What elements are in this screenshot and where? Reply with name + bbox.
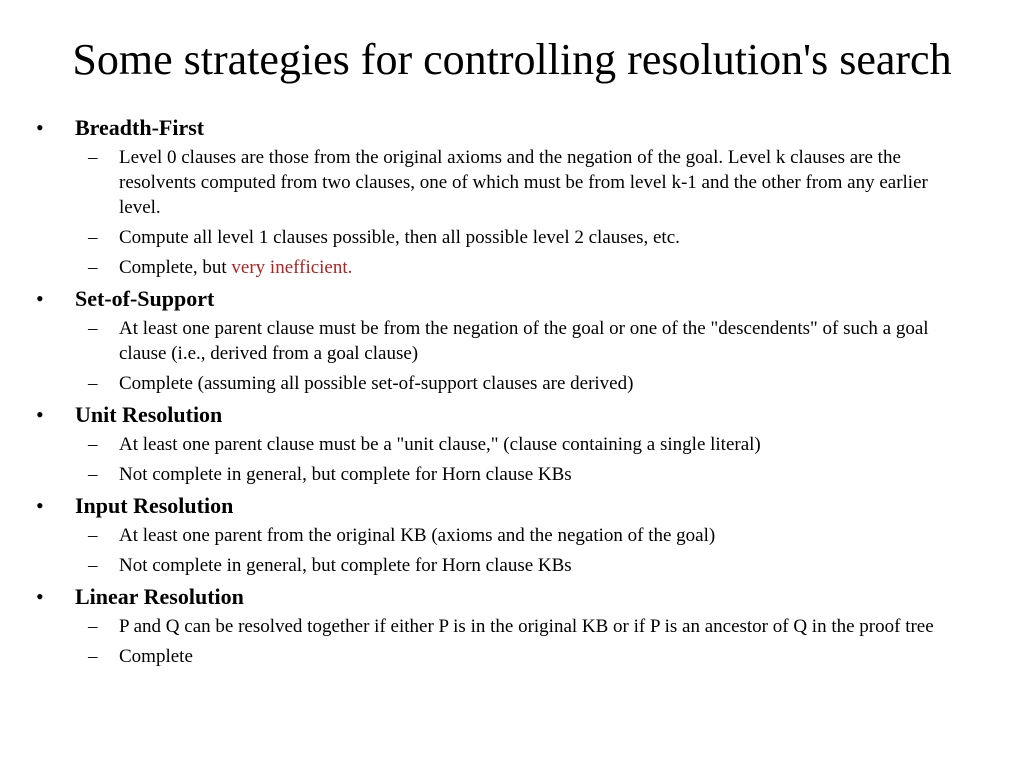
item-text: Compute all level 1 clauses possible, then all possible level 2 clauses, etc. (119, 227, 680, 248)
item-text: Complete (assuming all possible set-of-support clauses are derived) (119, 373, 634, 394)
page-title: Some strategies for controlling resolution's search (72, 35, 952, 84)
item-text-highlight: very inefficient. (231, 257, 353, 278)
section-heading: Set-of-Support (75, 286, 215, 311)
sub-list (0, 316, 1024, 396)
dash-marker: – (88, 616, 98, 637)
list-item (0, 225, 1024, 250)
bullet-marker: • (36, 493, 44, 518)
list-item (0, 644, 1024, 669)
bullet-marker: • (36, 115, 44, 140)
section-input-resolution (0, 492, 1024, 578)
list-item (0, 371, 1024, 396)
dash-marker: – (88, 318, 98, 339)
list-item (0, 614, 1024, 639)
dash-marker: – (88, 555, 98, 576)
dash-marker: – (88, 525, 98, 546)
bullet-marker: • (36, 402, 44, 427)
dash-marker: – (88, 464, 98, 485)
section-breadth-first (0, 114, 1024, 280)
item-text: At least one parent from the original KB (axioms and the negation of the goal) (119, 525, 716, 546)
section-linear-resolution (0, 583, 1024, 669)
list-item (0, 462, 1024, 487)
item-text: At least one parent clause must be a "unit clause," (clause containing a single literal) (119, 434, 761, 455)
item-text: Not complete in general, but complete for Horn clause KBs (119, 555, 572, 576)
section-heading: Unit Resolution (75, 402, 223, 427)
item-text: P and Q can be resolved together if either P is in the original KB or if P is an ancestor of Q in the proof tree (119, 616, 934, 637)
dash-marker: – (88, 373, 98, 394)
sub-list (0, 432, 1024, 487)
item-text: Level 0 clauses are those from the original axioms and the negation of the goal. Level k clauses are the resolvents computed from two clauses, one of which must be from level k-1 and the other from any earlier level. (119, 147, 928, 218)
dash-marker: – (88, 646, 98, 667)
item-text: Not complete in general, but complete for Horn clause KBs (119, 464, 572, 485)
list-item (0, 432, 1024, 457)
list-item (0, 145, 1024, 220)
list-item (0, 553, 1024, 578)
section-heading: Input Resolution (75, 493, 234, 518)
section-set-of-support (0, 285, 1024, 396)
dash-marker: – (88, 434, 98, 455)
list-item (0, 316, 1024, 366)
section-heading: Linear Resolution (75, 584, 244, 609)
dash-marker: – (88, 147, 98, 168)
bullet-marker: • (36, 286, 44, 311)
bullet-marker: • (36, 584, 44, 609)
item-text: At least one parent clause must be from the negation of the goal or one of the "descendents" of such a goal clause (i.e., derived from a goal clause) (119, 318, 929, 364)
sub-list (0, 614, 1024, 669)
sub-list (0, 145, 1024, 280)
sub-list (0, 523, 1024, 578)
dash-marker: – (88, 257, 98, 278)
dash-marker: – (88, 227, 98, 248)
bullet-list (0, 114, 1024, 674)
section-unit-resolution (0, 401, 1024, 487)
list-item (0, 255, 1024, 280)
section-heading: Breadth-First (75, 115, 205, 140)
item-text-prefix: Complete, but (119, 257, 232, 278)
item-text: Complete (119, 646, 193, 667)
list-item (0, 523, 1024, 548)
